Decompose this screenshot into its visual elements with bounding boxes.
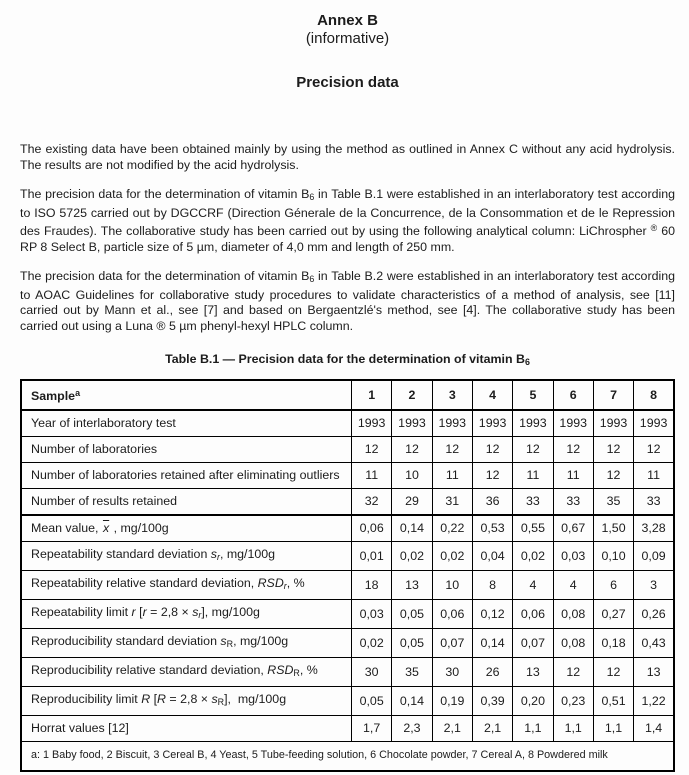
section-title: Precision data — [296, 74, 399, 91]
text-segment: Table B.1 — Precision data for the determination of vitamin B — [165, 352, 525, 366]
table-cell: 11 — [513, 463, 553, 489]
table-cell: 11 — [634, 463, 674, 489]
table-cell: 33 — [553, 489, 593, 516]
paragraph-3 — [20, 269, 675, 334]
table-cell: 2,3 — [392, 716, 432, 742]
text-segment: , mg/100g — [233, 634, 289, 648]
paragraph-2 — [20, 187, 675, 255]
text-segment: , mg/100g — [110, 521, 169, 535]
table-cell: 4 — [513, 571, 553, 600]
table-cell: 0,02 — [513, 542, 553, 571]
table-cell: 0,07 — [432, 629, 472, 658]
table-cell: 1993 — [634, 410, 674, 437]
table-cell: 30 — [432, 658, 472, 687]
table-cell: 32 — [352, 489, 392, 516]
table-cell: 0,06 — [513, 600, 553, 629]
text-segment: Year of interlaboratory test — [31, 416, 176, 430]
table-row-repeatability-sd — [21, 542, 674, 571]
table-row-reproducibility-sd — [21, 629, 674, 658]
table-cell: 12 — [472, 463, 512, 489]
table-cell: 1,50 — [593, 515, 633, 542]
table-cell: 0,05 — [392, 600, 432, 629]
text-segment: The precision data for the determination of vitamin B — [20, 187, 310, 201]
text-segment: [ — [150, 692, 158, 706]
table-cell: 0,18 — [593, 629, 633, 658]
table-footnote-row — [21, 742, 674, 772]
precision-data-table — [20, 379, 675, 772]
text-segment: , % — [299, 663, 318, 677]
table-cell: 0,10 — [593, 542, 633, 571]
text-segment: Reproducibility standard deviation — [31, 634, 221, 648]
row-label — [21, 600, 352, 629]
table-header-sample — [21, 380, 352, 410]
text-segment: a — [75, 388, 81, 398]
table-cell: 0,06 — [432, 600, 472, 629]
row-label — [21, 687, 352, 716]
table-cell: 0,08 — [553, 629, 593, 658]
text-segment: Mean value, — [31, 521, 102, 535]
table-cell: 18 — [352, 571, 392, 600]
text-segment: Number of laboratories — [31, 442, 158, 456]
text-segment: r — [216, 552, 220, 562]
table-cell: 1993 — [553, 410, 593, 437]
table-cell: 11 — [352, 463, 392, 489]
table-cell: 0,19 — [432, 687, 472, 716]
table-cell: 1993 — [392, 410, 432, 437]
table-cell: 13 — [392, 571, 432, 600]
text-segment: r — [131, 605, 136, 619]
table-cell: 0,06 — [352, 515, 392, 542]
table-cell: 1,1 — [553, 716, 593, 742]
table-cell: 11 — [432, 463, 472, 489]
table-cell: 0,08 — [553, 600, 593, 629]
table-cell: 0,27 — [593, 600, 633, 629]
text-segment: in Table B.2 were established in an interlaboratory test according to AOAC Guidelines for collaborative study procedures to validate characteristics of a method of analysis, see [11] carried out by Mann et al., see [7] and based on Bergaentzlé's method, see [4]. The collaborative study has been carried out using a Luna ® 5 µm phenyl-hexyl HPLC column. — [20, 269, 675, 333]
row-label — [21, 463, 352, 489]
table-cell: 33 — [513, 489, 553, 516]
table-row-num-laboratories — [21, 437, 674, 463]
table-cell: 0,26 — [634, 600, 674, 629]
text-segment: = 2,8 × — [146, 605, 193, 619]
table-cell: 1,7 — [352, 716, 392, 742]
table-cell: 0,14 — [392, 687, 432, 716]
table-header-row — [21, 380, 674, 410]
table-cell: 0,43 — [634, 629, 674, 658]
table-cell: 0,05 — [352, 687, 392, 716]
table-cell: 31 — [432, 489, 472, 516]
table-cell: 0,01 — [352, 542, 392, 571]
row-label — [21, 515, 352, 542]
table-cell: 7 — [593, 380, 633, 410]
table-cell: 0,03 — [352, 600, 392, 629]
table-caption — [20, 352, 675, 370]
table-cell: 8 — [472, 571, 512, 600]
text-segment: Repeatability standard deviation — [31, 547, 211, 561]
table-cell: 0,39 — [472, 687, 512, 716]
text-segment: 6 — [309, 192, 315, 202]
text-segment: in Table B.1 were established in an interlaboratory test according to ISO 5725 carried out by DGCCRF (Direction Génerale de la Concurrence, de la Consommation et de le Repression des Fraudes). The collaborative study has been carried out by using the following analytical column: LiChrospher — [20, 187, 675, 238]
text-segment: Repeatability limit — [31, 605, 132, 619]
table-cell: 12 — [392, 437, 432, 463]
table-cell: 10 — [432, 571, 472, 600]
text-segment: $\overline{x}$ — [102, 521, 110, 535]
table-cell: 6 — [553, 380, 593, 410]
table-cell: 1,4 — [634, 716, 674, 742]
table-cell: 4 — [472, 380, 512, 410]
text-segment: s — [211, 692, 218, 706]
table-cell: 30 — [352, 658, 392, 687]
row-label — [21, 658, 352, 687]
table-cell: 0,53 — [472, 515, 512, 542]
table-cell: 0,14 — [472, 629, 512, 658]
table-cell: 0,03 — [553, 542, 593, 571]
table-cell: 1993 — [352, 410, 392, 437]
table-cell: 29 — [392, 489, 432, 516]
text-segment: RSD — [267, 663, 294, 677]
table-cell: 0,02 — [392, 542, 432, 571]
row-label — [21, 489, 352, 516]
table-cell: 12 — [634, 437, 674, 463]
table-cell: 12 — [352, 437, 392, 463]
text-segment: s — [220, 634, 227, 648]
table-cell: 0,67 — [553, 515, 593, 542]
table-cell: 6 — [593, 571, 633, 600]
table-row-year — [21, 410, 674, 437]
table-cell: 8 — [634, 380, 674, 410]
table-cell: 0,22 — [432, 515, 472, 542]
table-cell: 0,20 — [513, 687, 553, 716]
table-cell: 3 — [634, 571, 674, 600]
table-cell: 26 — [472, 658, 512, 687]
table-cell: 12 — [593, 658, 633, 687]
text-segment: ], mg/100g — [201, 605, 260, 619]
table-row-reproducibility-rsd — [21, 658, 674, 687]
text-segment: ® — [650, 223, 658, 233]
table-row-horrat — [21, 716, 674, 742]
text-segment: r — [198, 610, 202, 620]
table-cell: 36 — [472, 489, 512, 516]
table-cell: 0,04 — [472, 542, 512, 571]
table-cell: 13 — [634, 658, 674, 687]
table-cell: 0,09 — [634, 542, 674, 571]
table-cell: 11 — [553, 463, 593, 489]
table-cell: 0,14 — [392, 515, 432, 542]
table-row-repeatability-limit — [21, 600, 674, 629]
table-cell: 0,05 — [392, 629, 432, 658]
annex-subtitle: (informative) — [305, 30, 390, 47]
text-segment: R — [157, 692, 166, 706]
row-label — [21, 716, 352, 742]
text-segment: Number of laboratories retained after eliminating outliers — [31, 468, 340, 482]
text-segment: R — [217, 697, 225, 707]
table-row-labs-retained — [21, 463, 674, 489]
table-cell: 1993 — [593, 410, 633, 437]
text-segment: , mg/100g — [219, 547, 276, 561]
text-segment: Sample — [31, 389, 76, 403]
table-cell: 35 — [593, 489, 633, 516]
table-cell: 1,22 — [634, 687, 674, 716]
table-cell: 5 — [513, 380, 553, 410]
table-cell: 3 — [432, 380, 472, 410]
text-segment: Number of results retained — [31, 494, 178, 508]
table-cell: 1993 — [472, 410, 512, 437]
annex-title: Annex B — [317, 12, 378, 29]
row-label — [21, 437, 352, 463]
text-segment: = 2,8 × — [165, 692, 212, 706]
table-cell: 12 — [553, 437, 593, 463]
table-cell: 1993 — [513, 410, 553, 437]
table-cell: 0,12 — [472, 600, 512, 629]
table-cell: 0,02 — [432, 542, 472, 571]
row-label — [21, 571, 352, 600]
table-row-reproducibility-limit — [21, 687, 674, 716]
table-cell: 3,28 — [634, 515, 674, 542]
text-segment: The precision data for the determination of vitamin B — [20, 269, 310, 283]
table-cell: 1,1 — [593, 716, 633, 742]
table-footnote: a: 1 Baby food, 2 Biscuit, 3 Cereal B, 4 Yeast, 5 Tube-feeding solution, 6 Chocolate powder, 7 Cereal A, 8 Powdered milk — [21, 742, 674, 772]
text-segment: s — [210, 547, 217, 561]
table-cell: 0,23 — [553, 687, 593, 716]
text-segment: ], mg/100g — [224, 692, 287, 706]
table-cell: 13 — [513, 658, 553, 687]
table-cell: 12 — [593, 463, 633, 489]
table-cell: 2,1 — [472, 716, 512, 742]
table-cell: 2,1 — [432, 716, 472, 742]
table-row-results-retained — [21, 489, 674, 516]
text-segment: 6 — [524, 357, 530, 367]
table-cell: 12 — [472, 437, 512, 463]
text-segment: R — [226, 639, 234, 649]
text-segment: Horrat values [12] — [31, 721, 129, 735]
table-cell: 0,02 — [352, 629, 392, 658]
table-cell: 4 — [553, 571, 593, 600]
text-segment: R — [141, 692, 151, 706]
table-cell: 12 — [553, 658, 593, 687]
text-segment: 6 — [309, 274, 315, 284]
text-segment: RSD — [257, 576, 284, 590]
text-segment: r — [283, 581, 287, 591]
table-cell: 0,55 — [513, 515, 553, 542]
table-cell: 0,07 — [513, 629, 553, 658]
table-cell: 33 — [634, 489, 674, 516]
table-cell: 12 — [593, 437, 633, 463]
table-cell: 0,51 — [593, 687, 633, 716]
table-cell: 1993 — [432, 410, 472, 437]
text-segment: 60 RP 8 Select B, particle size of 5 µm, diameter of 4,0 mm and length of 250 mm. — [20, 224, 675, 254]
table-row-mean-value — [21, 515, 674, 542]
table-cell: 12 — [513, 437, 553, 463]
table-cell: 1 — [352, 380, 392, 410]
table-cell: 1,1 — [513, 716, 553, 742]
text-segment: Reproducibility limit — [31, 692, 142, 706]
text-segment: Reproducibility relative standard deviation, — [31, 663, 268, 677]
text-segment: Repeatability relative standard deviation, — [31, 576, 258, 590]
paragraph-1: The existing data have been obtained mainly by using the method as outlined in Annex C without any acid hydrolysis. The results are not modified by the acid hydrolysis. — [20, 142, 675, 172]
table-row-repeatability-rsd — [21, 571, 674, 600]
row-label — [21, 542, 352, 571]
text-segment: R — [293, 668, 300, 678]
row-label — [21, 410, 352, 437]
text-segment: , % — [286, 576, 305, 590]
table-cell: 10 — [392, 463, 432, 489]
table-cell: 12 — [432, 437, 472, 463]
text-segment: s — [192, 605, 199, 619]
text-segment: r — [142, 605, 147, 619]
table-cell: 2 — [392, 380, 432, 410]
row-label — [21, 629, 352, 658]
table-cell: 35 — [392, 658, 432, 687]
text-segment: [ — [135, 605, 143, 619]
